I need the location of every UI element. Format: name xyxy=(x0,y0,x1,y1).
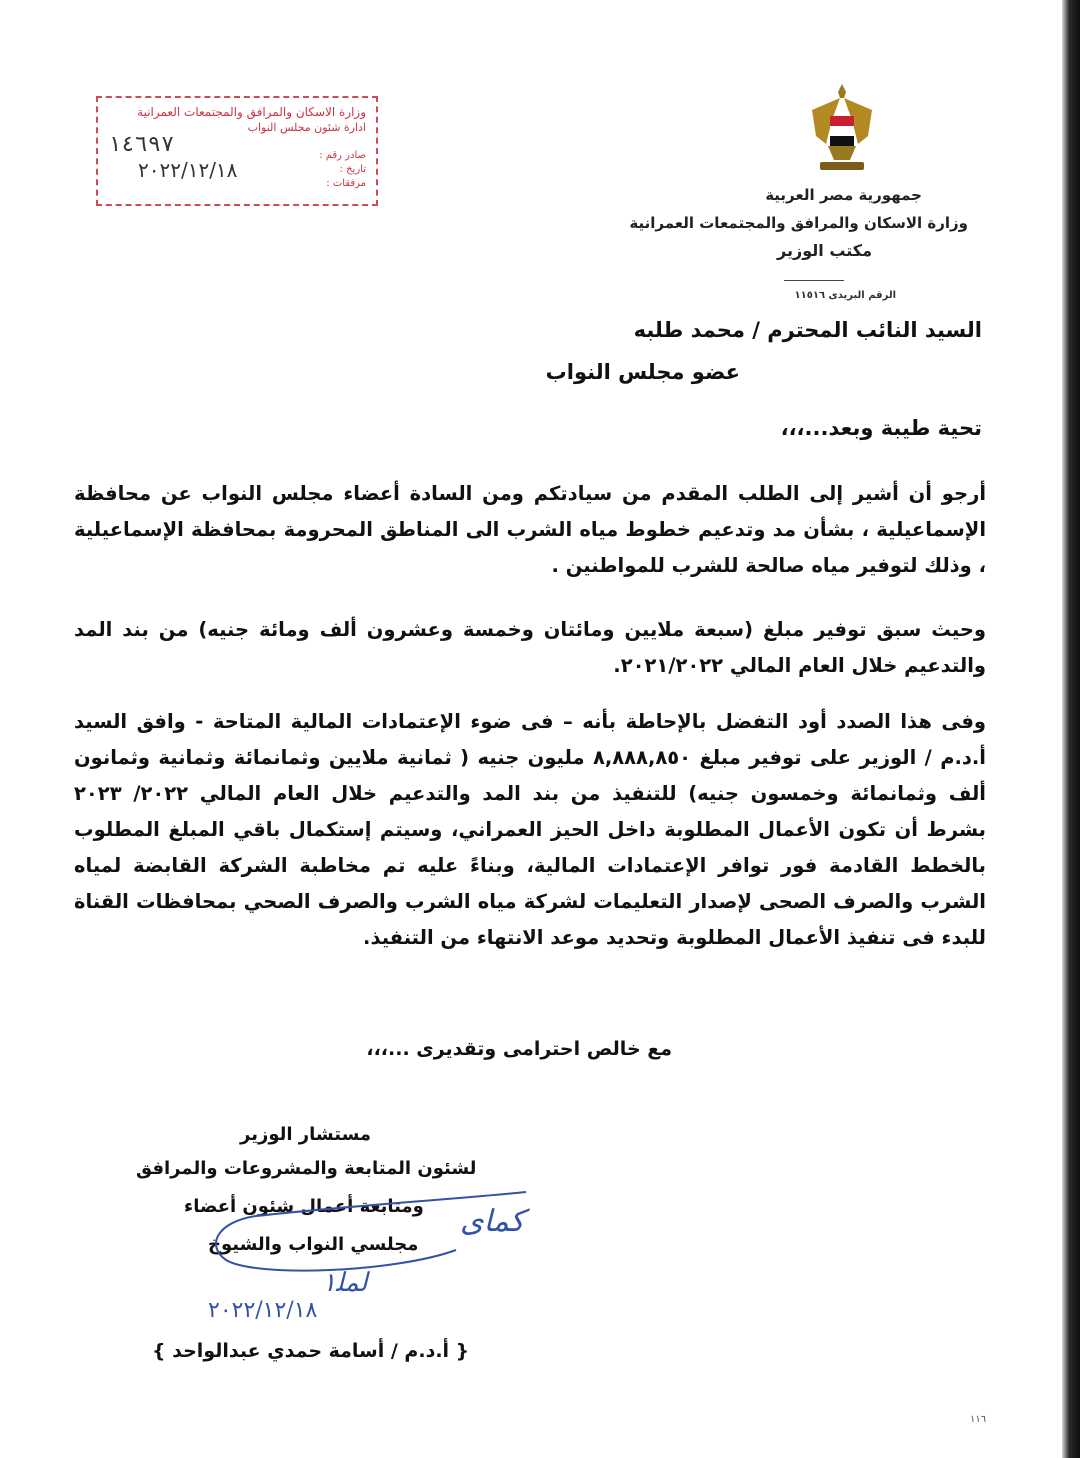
header-divider xyxy=(784,280,844,281)
paragraph-request: أرجو أن أشير إلى الطلب المقدم من سيادتكم ومن السادة أعضاء مجلس النواب عن محافظة الإسماعيلية ، بشأن مد وتدعيم خطوط مياه الشرب الى المناطق المحرومة بمحافظة الإسماعيلية ، وذلك لتوفير مياه صالحة للشرب للمواطنين . xyxy=(74,482,986,577)
postal-code: الرقم البريدى ١١٥١٦ xyxy=(794,290,896,301)
stamp-label-attachments: مرفقات : xyxy=(326,178,366,189)
signature-role-3: مجلسي النواب والشيوخ xyxy=(208,1234,419,1255)
addressee-title: عضو مجلس النواب xyxy=(545,360,740,384)
stamp-date: ٢٠٢٢/١٢/١٨ xyxy=(138,158,238,182)
handwritten-note: كماى xyxy=(460,1204,525,1239)
addressee-name: السيد النائب المحترم / محمد طلبه xyxy=(633,318,982,342)
header-office: مكتب الوزير xyxy=(777,241,872,260)
closing-line: مع خالص احترامى وتقديرى ...،،، xyxy=(366,1038,672,1060)
handwritten-initials: ﻟﻤﻠ١ xyxy=(322,1268,368,1298)
paragraph-approval: وفى هذا الصدد أود التفضل بالإحاطة بأنه – فى ضوء الإعتمادات المالية المتاحة - وافق السيد أ.د.م / الوزير على توفير مبلغ ٨,٨٨٨,٨٥٠ مليون جنيه ( ثمانية ملايين وثمانمائة وثمانية وثمانون ألف وثمانمائة وخمسون جنيه) للتنفيذ من بند المد والتدعيم خلال العام المالي ٢٠٢٢/ ٢٠٢٣ بشرط أن تكون الأعمال المطلوبة داخل الحيز العمراني، وسيتم إستكمال باقي المبلغ المطلوب بالخطط القادمة فور توافر الإعتمادات المالية، وبناءً عليه تم مخاطبة الشركة القابضة لمياه الشرب والصرف الصحى لإصدار التعليمات لشركة مياه الشرب والصرف الصحي بمحافظات القناة للبدء فى تنفيذ الأعمال المطلوبة وتحديد موعد الانتهاء من التنفيذ. xyxy=(74,710,986,949)
signature-role-1: لشئون المتابعة والمشروعات والمرافق xyxy=(136,1158,477,1179)
eagle-emblem-icon xyxy=(806,80,878,176)
handwritten-date: ٢٠٢٢/١٢/١٨ xyxy=(208,1298,318,1323)
paragraph-previous-funding: وحيث سبق توفير مبلغ (سبعة ملايين ومائتان وخمسة وعشرون ألف ومائة جنيه) من بند المد والتدعيم خلال العام المالي ٢٠٢١/٢٠٢٢. xyxy=(74,618,986,677)
stamp-ministry: وزارة الاسكان والمرافق والمجتمعات العمرانية xyxy=(137,105,366,119)
signature-role-2: ومتابعة أعمال شئون أعضاء xyxy=(184,1196,424,1217)
signatory-name: { أ.د.م / أسامة حمدي عبدالواحد } xyxy=(152,1340,470,1362)
stamp-label-out: صادر رقم : xyxy=(319,150,366,161)
header-ministry: وزارة الاسكان والمرافق والمجتمعات العمرانية xyxy=(629,214,968,232)
incoming-stamp xyxy=(96,96,378,206)
stamp-number: ١٤٦٩٧ xyxy=(108,132,175,157)
greeting: تحية طيبة وبعد...،،، xyxy=(780,416,982,440)
signature-title: مستشار الوزير xyxy=(240,1124,372,1145)
scan-edge xyxy=(1062,0,1080,1458)
stamp-department: ادارة شئون مجلس النواب xyxy=(247,121,366,134)
header-republic: جمهورية مصر العربية xyxy=(765,186,922,204)
page-number: ١١٦ xyxy=(970,1414,987,1425)
stamp-label-date: تاريخ : xyxy=(339,164,366,175)
